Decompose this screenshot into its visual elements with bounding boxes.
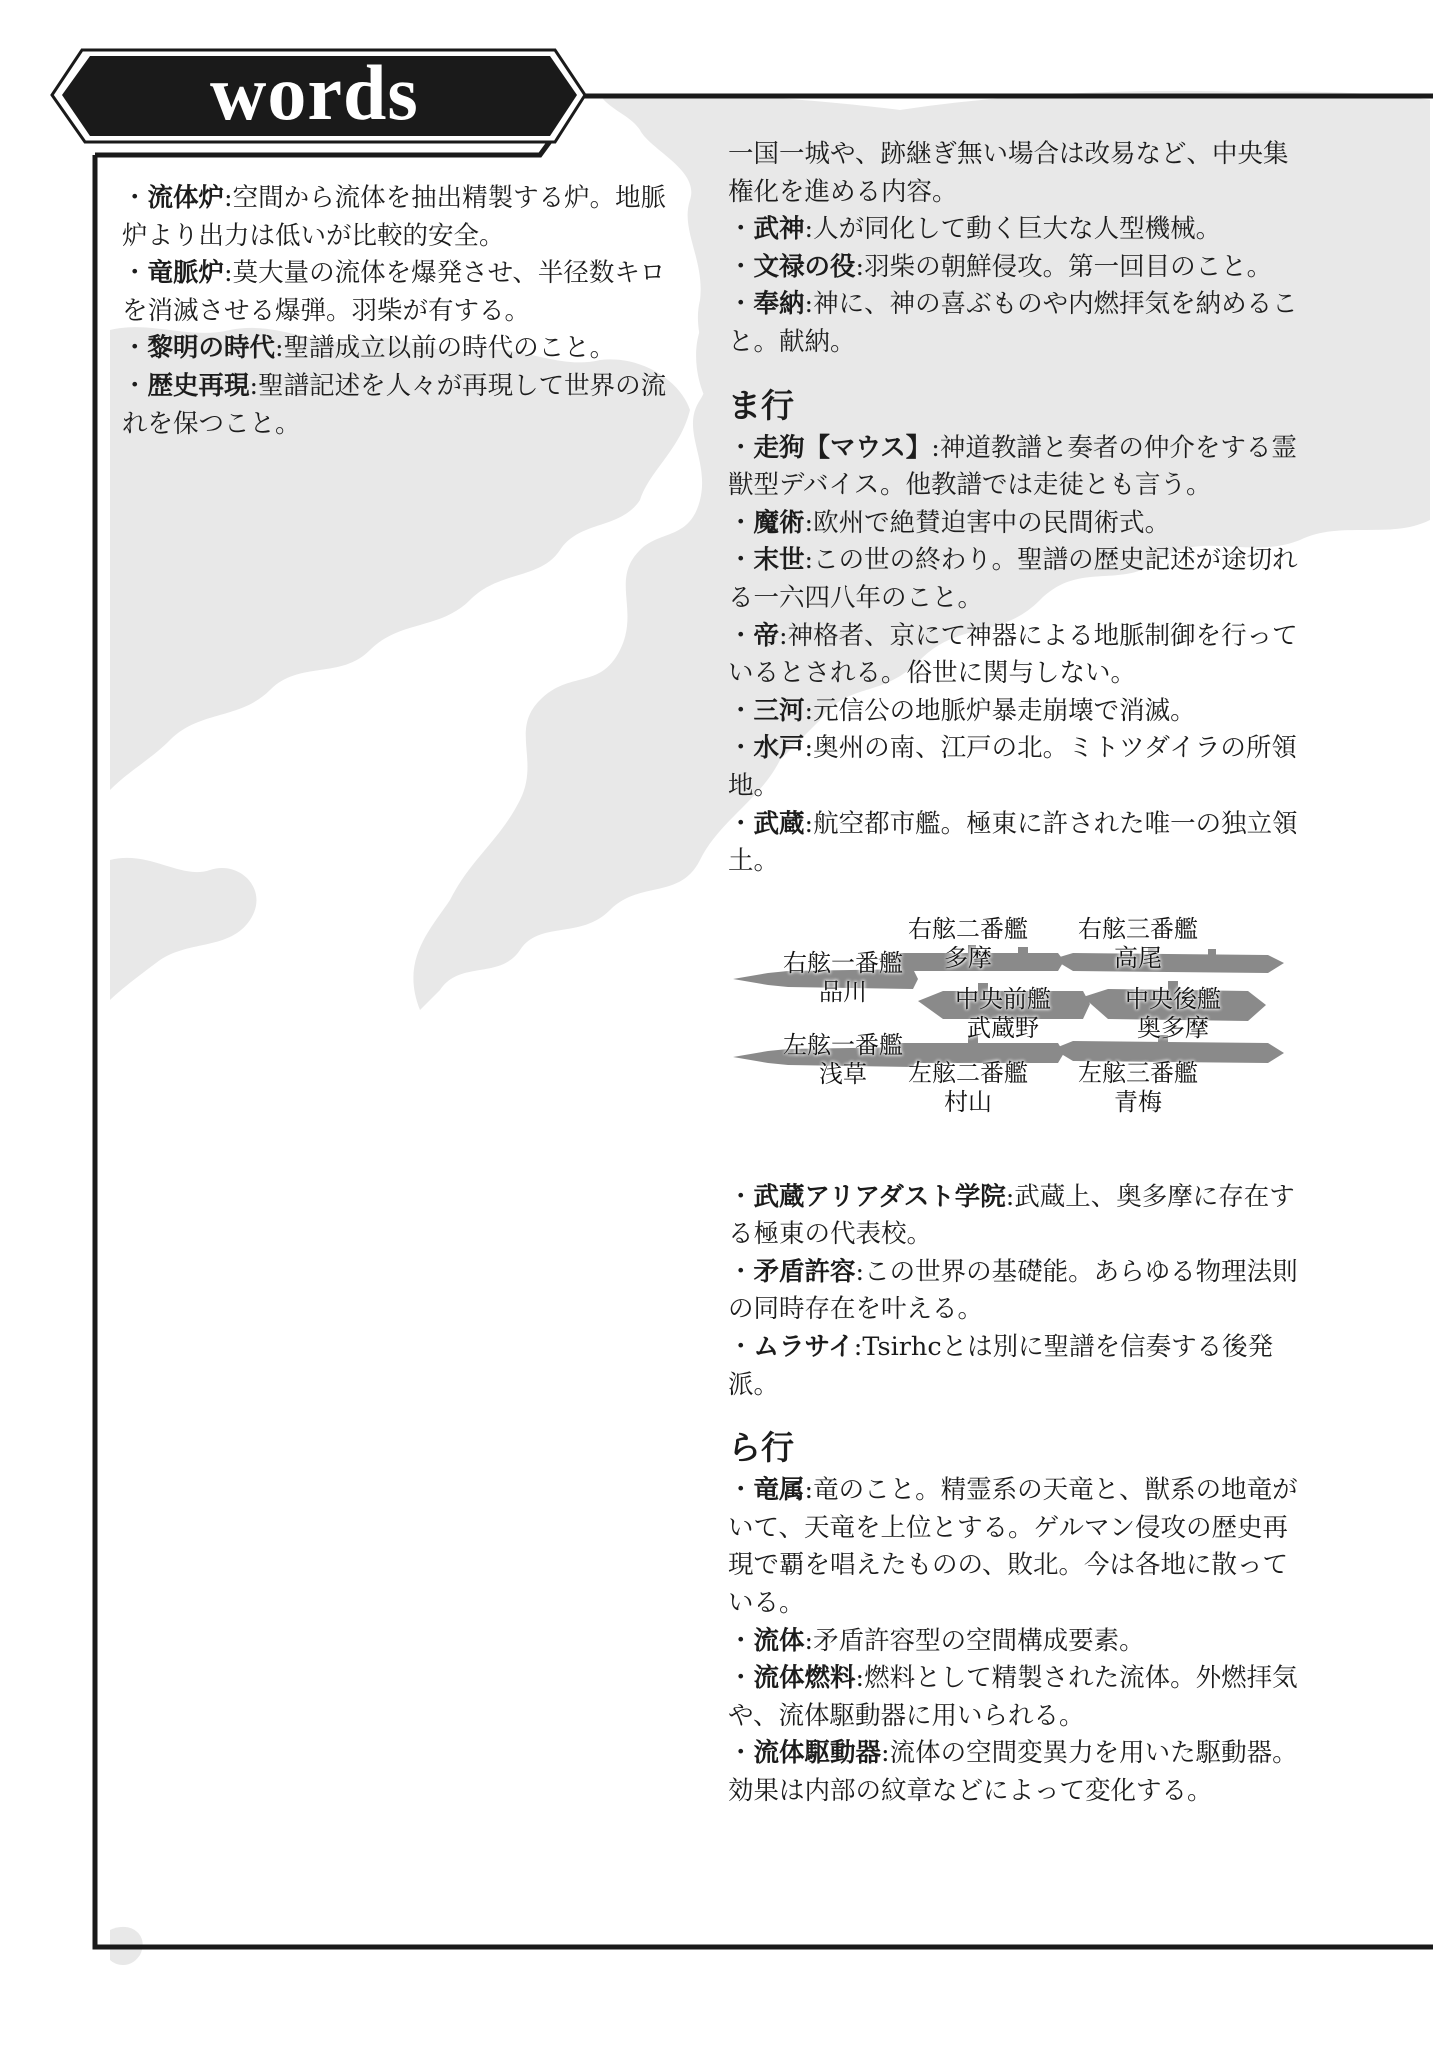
glossary-entry: ・竜属:竜のこと。精霊系の天竜と、獣系の地竜がいて、天竜を上位とする。ゲルマン侵攻の歴史再現で覇を唱えたものの、敗北。今は各地に散っている。: [728, 1475, 1298, 1619]
glossary-entry: ・帝:神格者、京にて神器による地脈制御を行っているとされる。俗世に関与しない。: [728, 620, 1298, 689]
entry-definition: :燃料として精製された流体。外燃拝気や、流体駆動器に用いられる。: [728, 1663, 1298, 1731]
left-column: [122, 180, 690, 443]
glossary-entry: ・流体炉:空間から流体を抽出精製する炉。地脈炉より出力は低いが比較的安全。: [122, 183, 667, 251]
ship-label-okutama: 中央後艦 奥多摩: [1125, 984, 1221, 1042]
entry-definition: :Tsirhcとは別に聖譜を信奏する後発派。: [728, 1332, 1274, 1400]
entry-definition: :聖譜成立以前の時代のこと。: [275, 333, 616, 364]
entry-term: 竜脈炉: [147, 258, 225, 289]
glossary-entry: ・武蔵アリアダスト学院:武蔵上、奥多摩に存在する極東の代表校。: [728, 1181, 1295, 1250]
entry-term: 歴史再現: [147, 370, 250, 401]
ship-label-murayama: 左舷二番艦 村山: [908, 1058, 1028, 1116]
entry-term: 武蔵アリアダスト学院: [753, 1181, 1006, 1212]
entry-definition: :この世の終わり。聖譜の歴史記述が途切れる一六四八年のこと。: [728, 545, 1298, 613]
glossary-entry: ・矛盾許容:この世界の基礎能。あらゆる物理法則の同時存在を叶える。: [728, 1256, 1298, 1325]
entry-term: 水戸: [753, 733, 805, 764]
glossary-entry: ・走狗【マウス】:神道教譜と奏者の仲介をする霊獣型デバイス。他教譜では走徒とも言う。: [728, 432, 1297, 501]
entry-definition: :神に、神の喜ぶものや内燃拝気を納めること。献納。: [728, 289, 1298, 357]
ship-label-tama: 右舷二番艦 多摩: [908, 914, 1028, 972]
entry-definition: :武蔵上、奥多摩に存在する極東の代表校。: [728, 1181, 1295, 1250]
entry-definition: :人が同化して動く巨大な人型機械。: [804, 214, 1222, 245]
musashi-fleet-diagram: [728, 909, 1298, 1149]
entry-term: 流体炉: [147, 183, 225, 213]
entry-definition: :矛盾許容型の空間構成要素。: [804, 1625, 1145, 1656]
entry-definition: :莫大量の流体を爆発させ、半径数キロを消滅させる爆弾。羽柴が有する。: [122, 258, 666, 326]
entry-definition: :流体の空間変異力を用いた駆動器。効果は内部の紋章などによって変化する。: [728, 1738, 1298, 1806]
ship-label-asakusa: 左舷一番艦 浅草: [783, 1030, 903, 1088]
right-column: [728, 136, 1298, 1811]
entry-definition: :航空都市艦。極東に許された唯一の独立領土。: [728, 808, 1298, 877]
entry-definition: :欧州で絶賛迫害中の民間術式。: [804, 507, 1171, 538]
entry-term: 流体: [753, 1625, 805, 1656]
entry-definition: :空間から流体を抽出精製する炉。地脈炉より出力は低いが比較的安全。: [122, 183, 667, 251]
entry-definition: :この世界の基礎能。あらゆる物理法則の同時存在を叶える。: [728, 1256, 1298, 1325]
glossary-entry: ・流体駆動器:流体の空間変異力を用いた駆動器。効果は内部の紋章などによって変化する。: [728, 1738, 1298, 1806]
entry-term: 三河: [753, 695, 805, 726]
entry-term: 黎明の時代: [147, 333, 276, 364]
glossary-entry: ・武蔵:航空都市艦。極東に許された唯一の独立領土。: [728, 808, 1298, 877]
ship-label-oume: 左舷三番艦 青梅: [1078, 1058, 1198, 1116]
entry-term: 流体駆動器: [753, 1738, 882, 1769]
entry-term: 奉納: [753, 289, 805, 320]
entry-definition: :神道教譜と奏者の仲介をする霊獣型デバイス。他教譜では走徒とも言う。: [728, 432, 1297, 501]
glossary-entry: ・水戸:奥州の南、江戸の北。ミトツダイラの所領地。: [728, 733, 1297, 801]
entry-term: 矛盾許容: [753, 1256, 856, 1287]
entry-term: 武神: [753, 214, 805, 245]
ship-label-shinagawa: 右舷一番艦 品川: [783, 948, 903, 1006]
entry-definition: :神格者、京にて神器による地脈制御を行っているとされる。俗世に関与しない。: [728, 620, 1298, 689]
section-heading-ma: ま行: [728, 385, 794, 425]
entry-term: 竜属: [753, 1475, 805, 1506]
glossary-entry: ・魔術:欧州で絶賛迫害中の民間術式。: [728, 507, 1171, 538]
entry-term: ムラサイ: [753, 1332, 854, 1363]
glossary-entry: ・武神:人が同化して動く巨大な人型機械。: [728, 214, 1222, 245]
entry-term: 文禄の役: [753, 251, 856, 282]
entry-term: 走狗【マウス】: [753, 432, 932, 463]
entry-term: 末世: [753, 545, 805, 576]
entry-term: 流体燃料: [753, 1663, 856, 1694]
glossary-entry: ・文禄の役:羽柴の朝鮮侵攻。第一回目のこと。: [728, 251, 1273, 282]
glossary-entry: ・末世:この世の終わり。聖譜の歴史記述が途切れる一六四八年のこと。: [728, 545, 1298, 613]
entry-definition: :羽柴の朝鮮侵攻。第一回目のこと。: [855, 251, 1273, 282]
glossary-entry: ・流体燃料:燃料として精製された流体。外燃拝気や、流体駆動器に用いられる。: [728, 1663, 1298, 1731]
glossary-entry: ・三河:元信公の地脈炉暴走崩壊で消滅。: [728, 695, 1196, 726]
ship-label-takao: 右舷三番艦 高尾: [1078, 914, 1198, 972]
entry-definition: :聖譜記述を人々が再現して世界の流れを保つこと。: [122, 370, 667, 439]
section-heading-ra: ら行: [728, 1428, 794, 1468]
entry-definition: :奥州の南、江戸の北。ミトツダイラの所領地。: [728, 733, 1297, 801]
entry-definition: :竜のこと。精霊系の天竜と、獣系の地竜がいて、天竜を上位とする。ゲルマン侵攻の歴史再現で覇を唱えたものの、敗北。今は各地に散っている。: [728, 1475, 1298, 1619]
glossary-entry: ・奉納:神に、神の喜ぶものや内燃拝気を納めること。献納。: [728, 289, 1298, 357]
glossary-entry: ・ムラサイ:Tsirhcとは別に聖譜を信奏する後発派。: [728, 1332, 1274, 1400]
glossary-entry: ・竜脈炉:莫大量の流体を爆発させ、半径数キロを消滅させる爆弾。羽柴が有する。: [122, 258, 666, 326]
entry-term: 魔術: [753, 507, 805, 538]
ship-label-musashino: 中央前艦 武蔵野: [955, 984, 1051, 1042]
glossary-entry: ・流体:矛盾許容型の空間構成要素。: [728, 1625, 1145, 1656]
entry-term: 帝: [753, 620, 780, 651]
glossary-entry: ・歴史再現:聖譜記述を人々が再現して世界の流れを保つこと。: [122, 370, 667, 439]
entry-term: 武蔵: [753, 808, 805, 839]
continued-text: 一国一城や、跡継ぎ無い場合は改易など、中央集権化を進める内容。: [728, 139, 1289, 207]
glossary-entry: ・黎明の時代:聖譜成立以前の時代のこと。: [122, 333, 616, 364]
header-title: words: [210, 49, 419, 136]
entry-definition: :元信公の地脈炉暴走崩壊で消滅。: [804, 695, 1196, 726]
